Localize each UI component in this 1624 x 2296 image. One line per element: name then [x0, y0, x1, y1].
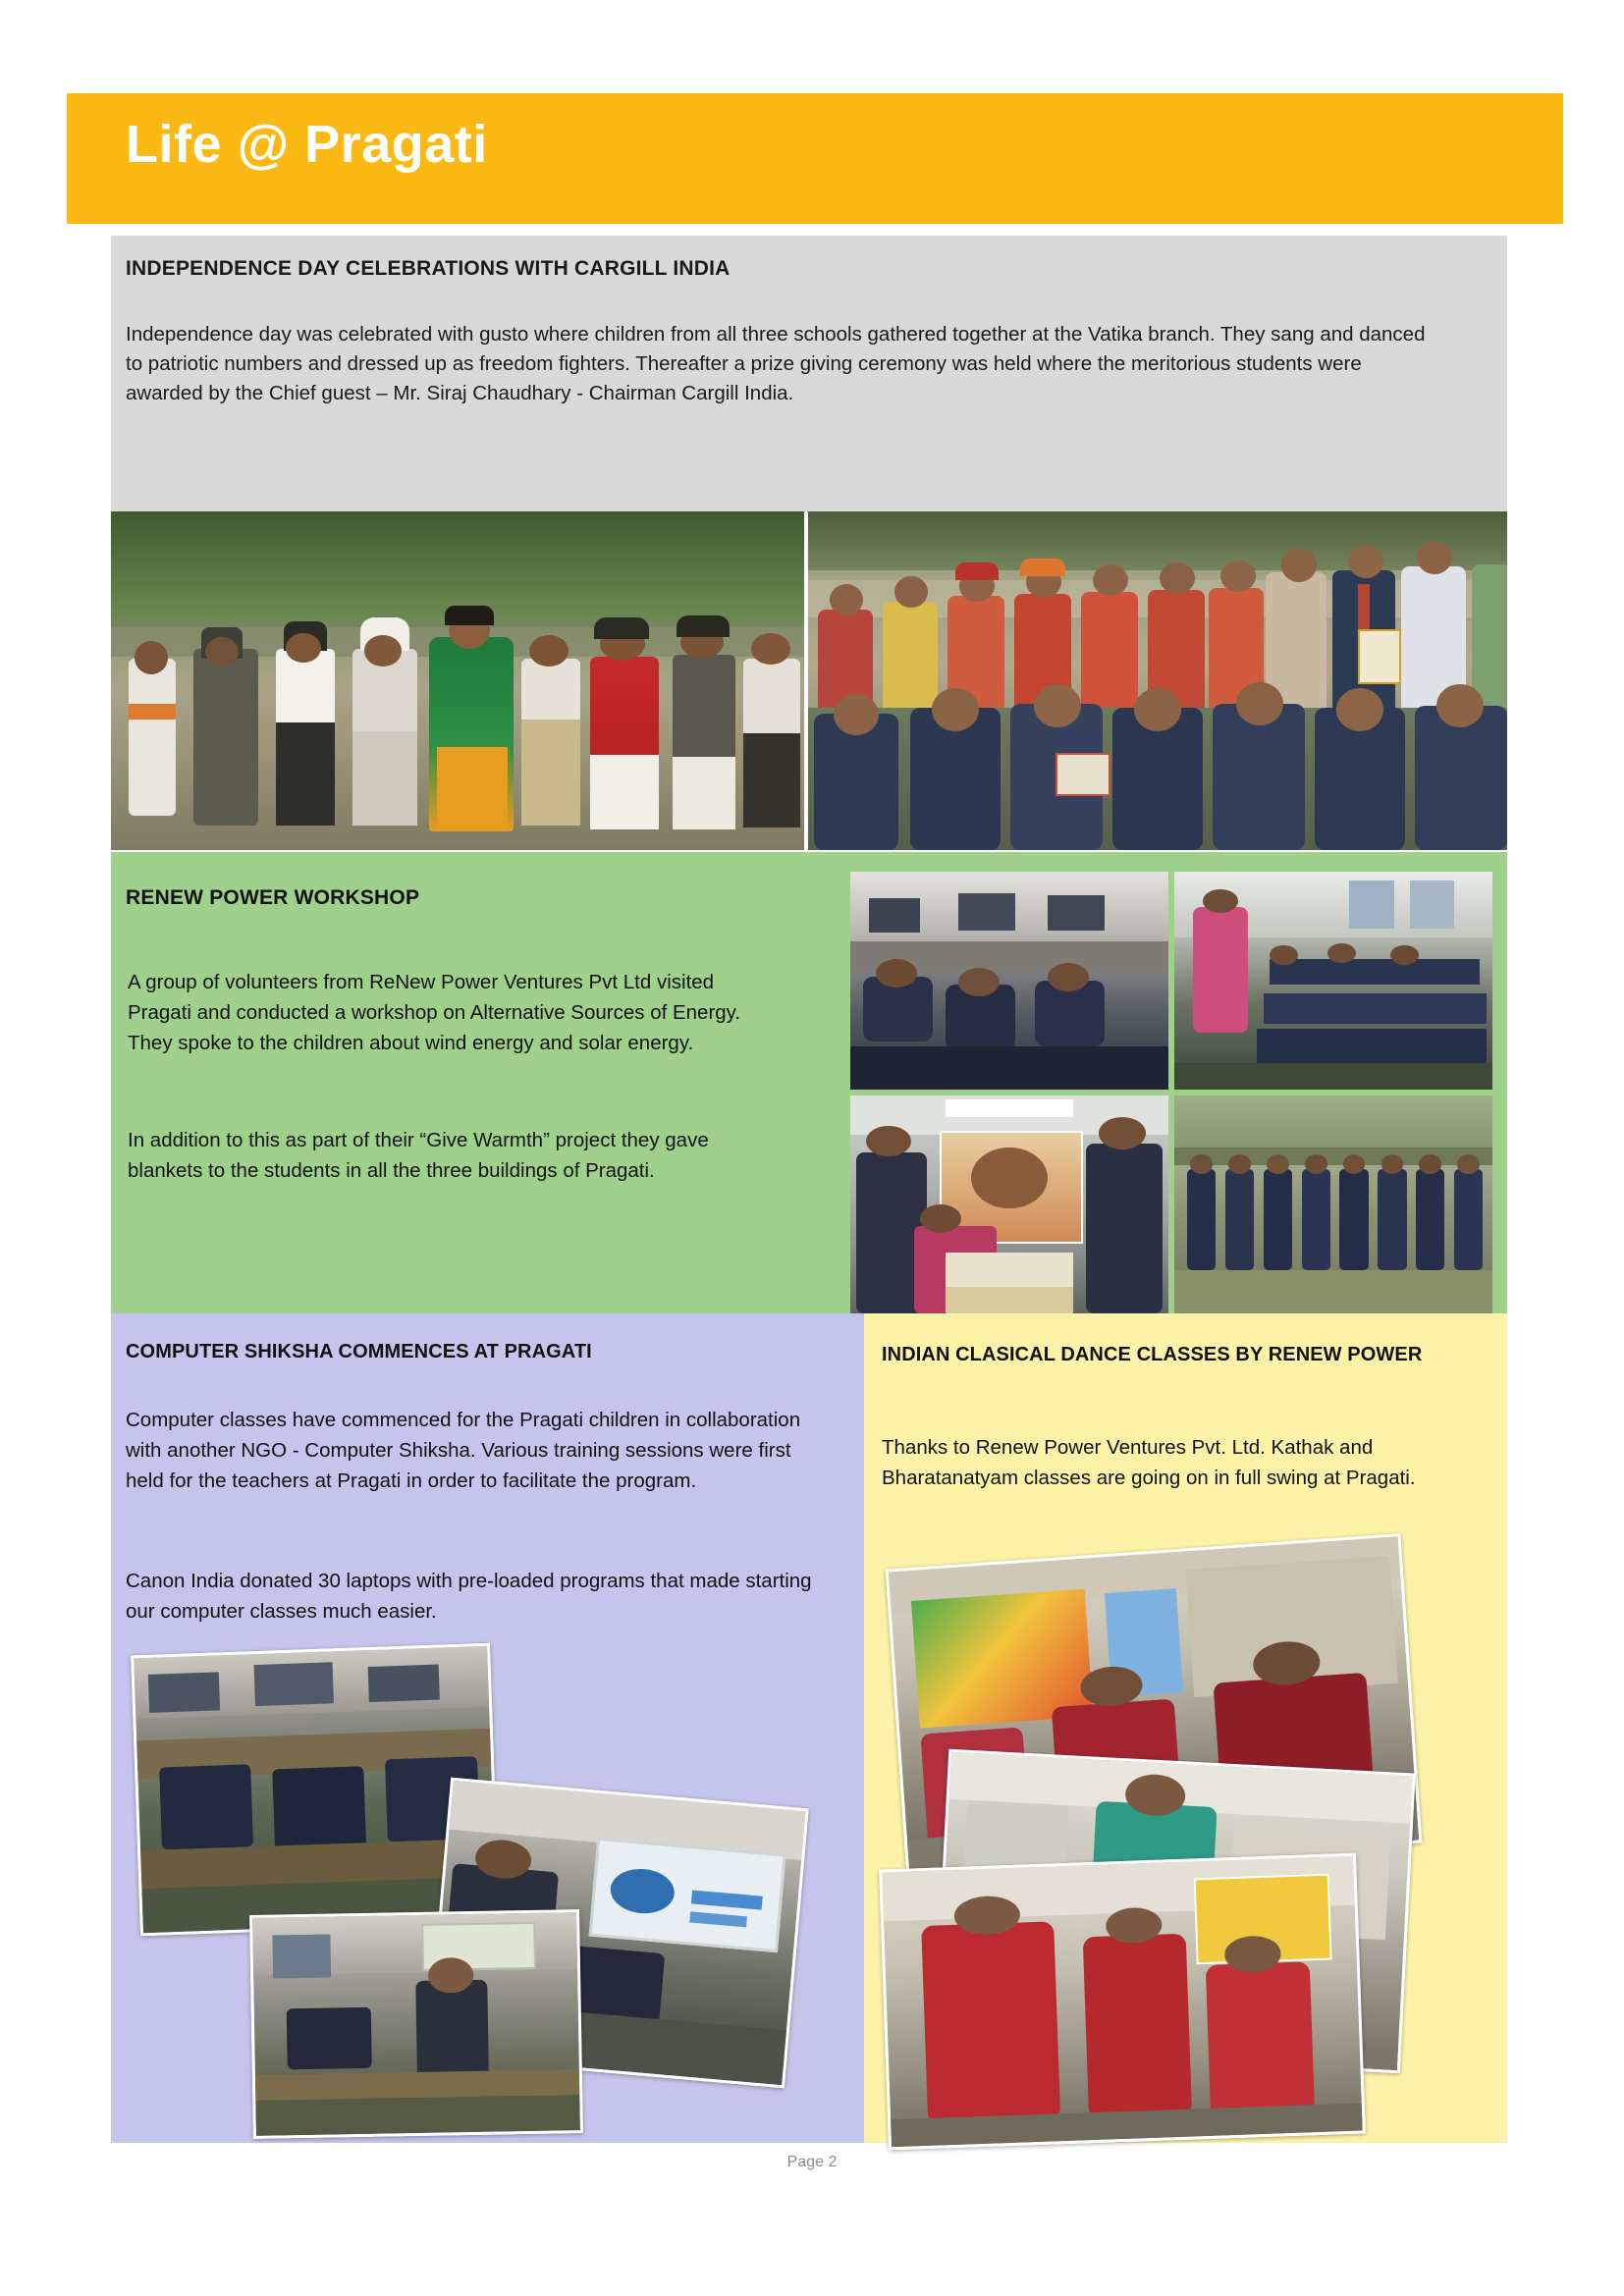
section-renew-title: RENEW POWER WORKSHOP	[126, 886, 420, 909]
photo-teacher-with-laptop	[249, 1909, 583, 2139]
computer-photo-collage	[126, 1639, 852, 2130]
independence-photo-strip	[111, 511, 1507, 850]
page-title: Life @ Pragati	[126, 115, 488, 174]
page-footer: Page 2	[786, 2154, 838, 2170]
section-computer-paragraph-1: Computer classes have commenced for the Pragati children in collaboration with another NGO - Computer Shiksha. Various training sessions were first held for the teachers at Pragati in order to facilitate the program.	[126, 1409, 801, 1492]
section-renew-paragraph-1: A group of volunteers from ReNew Power Ventures Pvt Ltd visited Pragati and conducted a workshop on Alternative Sources of Energy. They spoke to the children about wind energy and solar energy.	[128, 971, 741, 1055]
section-dance-title: INDIAN CLASICAL DANCE CLASSES BY RENEW POWER	[882, 1344, 1423, 1365]
renew-photo-grid	[850, 872, 1492, 1313]
section-independence-title: INDEPENDENCE DAY CELEBRATIONS WITH CARGILL INDIA	[126, 257, 731, 280]
photo-students-outdoors	[1174, 1095, 1492, 1313]
photo-children-in-red-dancing	[879, 1853, 1366, 2151]
section-computer-title: COMPUTER SHIKSHA COMMENCES AT PRAGATI	[126, 1341, 592, 1362]
dance-photo-collage	[884, 1551, 1497, 2130]
photo-computer-lab-workshop	[850, 872, 1168, 1090]
section-dance-body: Thanks to Renew Power Ventures Pvt. Ltd. Kathak and Bharatanatyam classes are going on in full swing at Pragati.	[882, 1436, 1416, 1489]
photo-freedom-fighters-parade	[111, 511, 804, 850]
section-renew-paragraph-2: In addition to this as part of their “Give Warmth” project they gave blankets to the students in all the three buildings of Pragati.	[128, 1129, 709, 1183]
photo-blanket-distribution	[850, 1095, 1168, 1313]
photo-group-with-chief-guest	[808, 511, 1507, 850]
section-computer-paragraph-2: Canon India donated 30 laptops with pre-loaded programs that made starting our computer classes much easier.	[126, 1570, 812, 1623]
photo-classroom-volunteer	[1174, 872, 1492, 1090]
section-independence-body: Independence day was celebrated with gusto where children from all three schools gathered together at the Vatika branch. They sang and danced to patriotic numbers and dressed up as freedom fighters. Thereafter a prize giving ceremony was held where the meritorious students were awarded by the Chief guest – Mr. Siraj Chaudhary - Chairman Cargill India.	[126, 323, 1426, 405]
